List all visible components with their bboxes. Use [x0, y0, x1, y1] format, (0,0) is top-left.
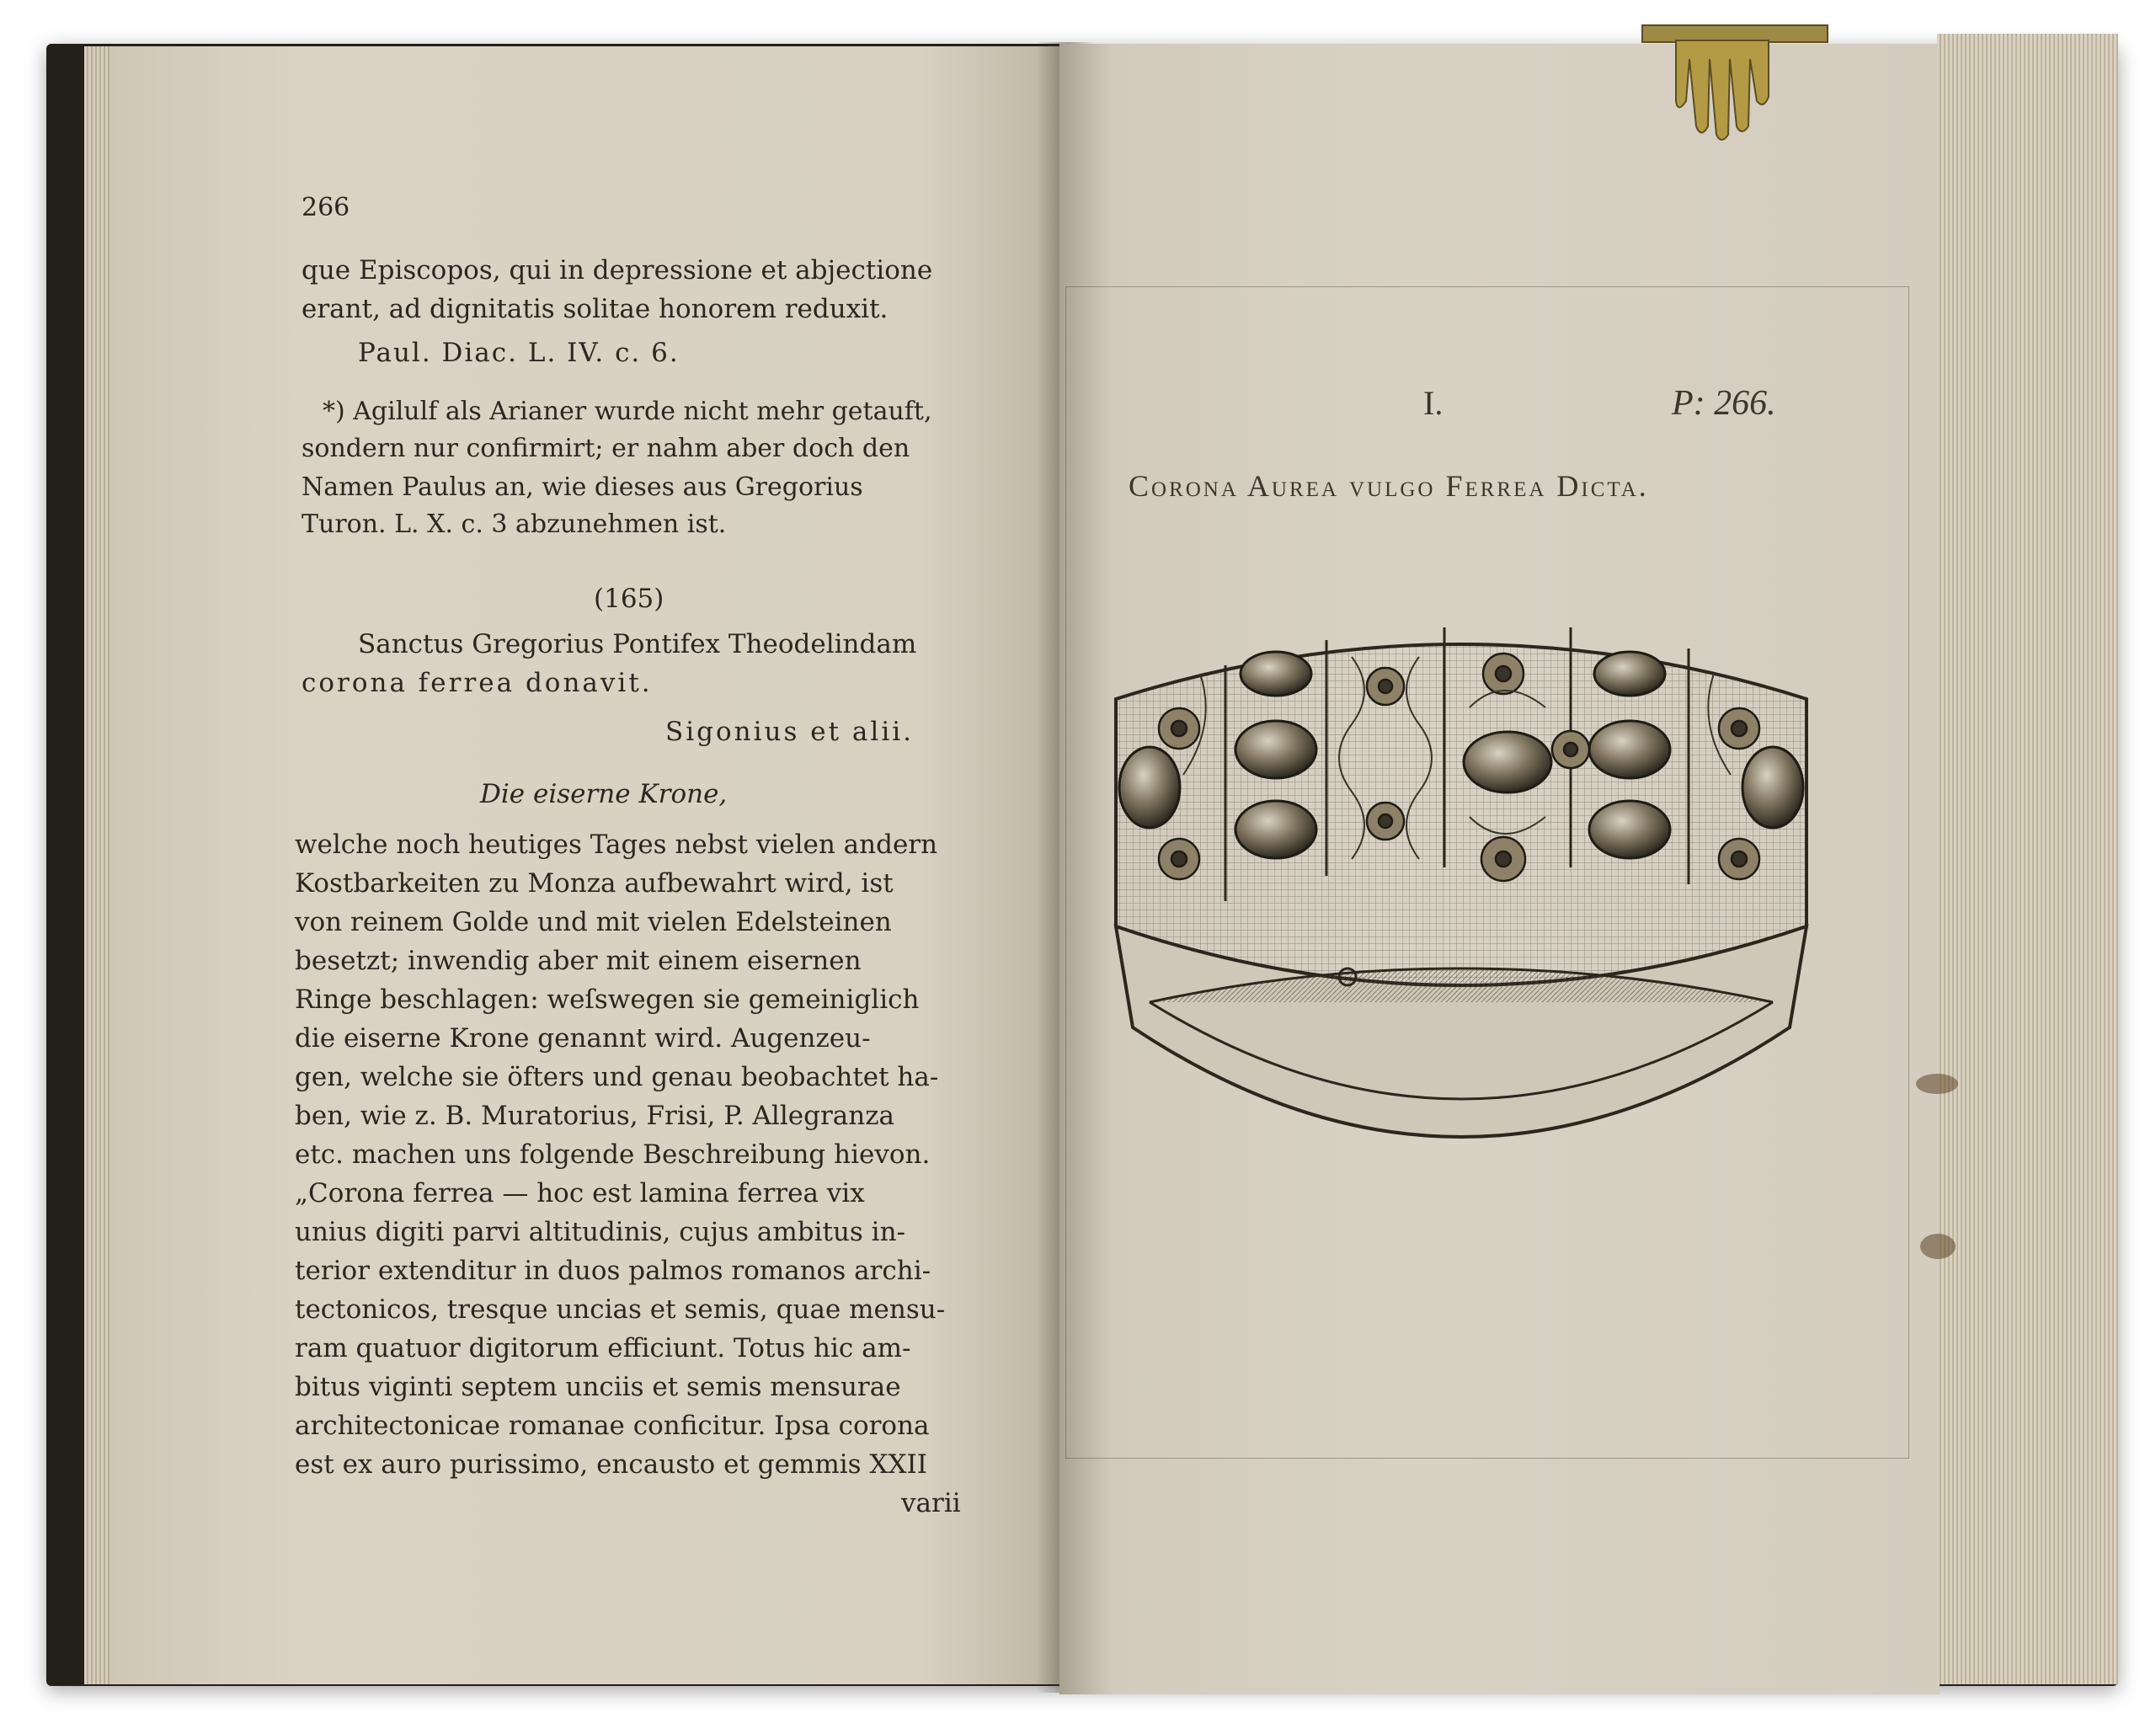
footnote-line: Namen Paulus an, wie dieses aus Gregorius	[302, 472, 863, 502]
section-source: Sigonius et alii.	[665, 717, 915, 747]
body-line: etc. machen uns folgende Beschreibung hievon.	[295, 1139, 931, 1170]
citation: Paul. Diac. L. IV. c. 6.	[358, 338, 680, 368]
body-line: architectonicae romanae conficitur. Ipsa corona	[295, 1411, 930, 1441]
body-line: besetzt; inwendig aber mit einem eisernen	[295, 946, 862, 976]
plate-page-ref: P: 266.	[1672, 384, 1776, 423]
body-line: ben, wie z. B. Muratorius, Frisi, P. Allegranza	[295, 1101, 895, 1131]
body-line: Kostbarkeiten zu Monza aufbewahrt wird, ist	[295, 868, 894, 899]
body-line: „Corona ferrea — hoc est lamina ferrea vix	[295, 1178, 865, 1208]
body-line: ram quatuor digitorum efficiunt. Totus hic am-	[295, 1333, 911, 1363]
body-line: est ex auro purissimo, encausto et gemmis XXII	[295, 1449, 928, 1480]
foxing-stain	[1920, 1234, 1956, 1259]
body-line: die eiserne Krone genannt wird. Augenzeu-	[295, 1023, 871, 1054]
brass-hand-bookmark-icon	[1625, 8, 1844, 143]
body-line: terior extenditur in duos palmos romanos archi-	[295, 1256, 931, 1286]
catchword: varii	[901, 1488, 961, 1518]
page-number: 266	[302, 193, 350, 222]
iron-crown-engraving	[1099, 606, 1823, 1179]
body-line: tectonicos, tresque uncias et semis, quae mensu-	[295, 1294, 946, 1325]
body-line: gen, welche sie öfters und genau beobachtet ha-	[295, 1062, 939, 1092]
footnote-line: sondern nur confirmirt; er nahm aber doch den	[302, 434, 910, 463]
body-line: Ringe beschlagen: weſswegen sie gemeiniglich	[295, 984, 920, 1015]
plate-caption: Corona Aurea vulgo Ferrea Dicta.	[1129, 469, 1649, 503]
text-line: que Episcopos, qui in depressione et abjectione	[302, 255, 933, 285]
foxing-stain	[1916, 1074, 1958, 1094]
section-number: (165)	[594, 584, 664, 614]
body-line: welche noch heutiges Tages nebst vielen andern	[295, 830, 938, 860]
body-line: unius digiti parvi altitudinis, cujus ambitus in-	[295, 1217, 906, 1247]
body-line: von reinem Golde und mit vielen Edelsteinen	[295, 907, 892, 937]
section-heading: Die eiserne Krone,	[480, 779, 728, 809]
text-line: erant, ad dignitatis solitae honorem reduxit.	[302, 294, 889, 324]
section-line: Sanctus Gregorius Pontifex Theodelindam	[358, 629, 917, 659]
footnote-line: *) Agilulf als Arianer wurde nicht mehr getauft,	[323, 397, 932, 426]
body-line: bitus viginti septem unciis et semis mensurae	[295, 1372, 901, 1402]
plate-number: I.	[1423, 384, 1444, 422]
right-page-edges	[1937, 34, 2118, 1684]
footnote-line: Turon. L. X. c. 3 abzunehmen ist.	[302, 510, 727, 539]
section-line: corona ferrea donavit.	[302, 668, 653, 698]
